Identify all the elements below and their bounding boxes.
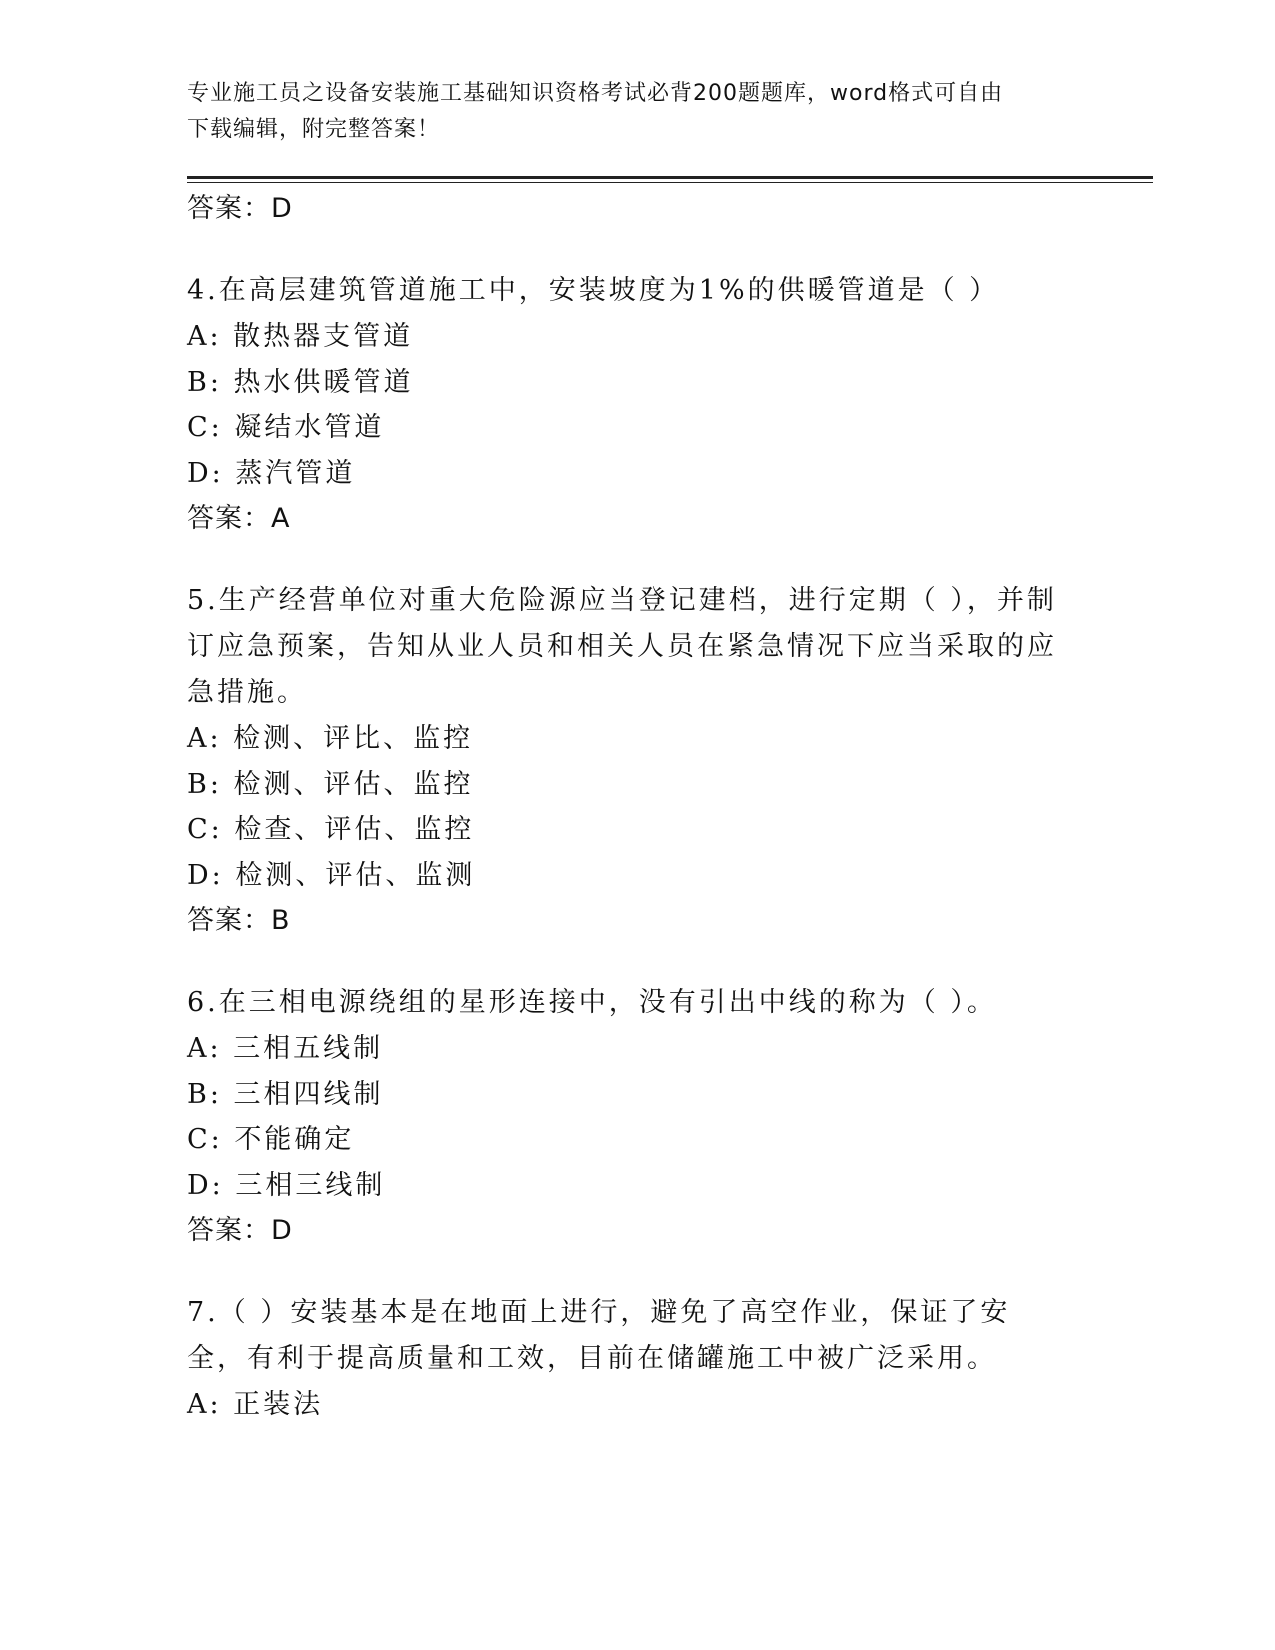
question-item (187, 980, 1067, 1254)
header-line-1: 专业施工员之设备安装施工基础知识资格考试必背200题题库，word格式可自由 (187, 81, 1004, 106)
option-b: B: 检测、评估、监控 (187, 768, 474, 800)
option-a: A: 散热器支管道 (187, 321, 414, 352)
header-divider-thin (187, 182, 1153, 183)
answer-line: 答案：D (187, 1215, 293, 1246)
option-a: A: 正装法 (187, 1389, 324, 1420)
question-stem: 6.在三相电源绕组的星形连接中，没有引出中线的称为（ ）。 (187, 987, 997, 1018)
header-divider (187, 176, 1153, 179)
question-item (187, 268, 1067, 542)
option-a: A: 三相五线制 (187, 1033, 384, 1064)
option-d: D: 检测、评估、监测 (187, 859, 476, 891)
option-d: D: 蒸汽管道 (187, 457, 356, 489)
option-d: D: 三相三线制 (187, 1169, 386, 1201)
option-a: A: 检测、评比、监控 (187, 723, 474, 754)
question-item (187, 578, 1067, 944)
answer-line: 答案：D (187, 193, 293, 224)
question-stem: 5.生产经营单位对重大危险源应当登记建档，进行定期（ ），并制订应急预案，告知从业人员和相关人员在紧急情况下应当采取的应急措施。 (187, 585, 1057, 708)
document-header (187, 76, 1087, 148)
option-c: C: 不能确定 (187, 1124, 355, 1155)
option-c: C: 凝结水管道 (187, 412, 385, 443)
question-stem: 4.在高层建筑管道施工中，安装坡度为1%的供暖管道是（ ） (187, 275, 1000, 306)
answer-line: 答案：A (187, 503, 291, 534)
question-stem: 7.（ ）安装基本是在地面上进行，避免了高空作业，保证了安全，有利于提高质量和工效，目前在储罐施工中被广泛采用。 (187, 1297, 1011, 1374)
option-b: B: 热水供暖管道 (187, 366, 414, 398)
header-line-2: 下载编辑，附完整答案！ (187, 117, 441, 142)
question-item (187, 1290, 1067, 1428)
option-c: C: 检查、评估、监控 (187, 814, 475, 845)
option-b: B: 三相四线制 (187, 1078, 384, 1110)
question-list (187, 186, 1067, 1428)
answer-line: 答案：B (187, 905, 291, 936)
